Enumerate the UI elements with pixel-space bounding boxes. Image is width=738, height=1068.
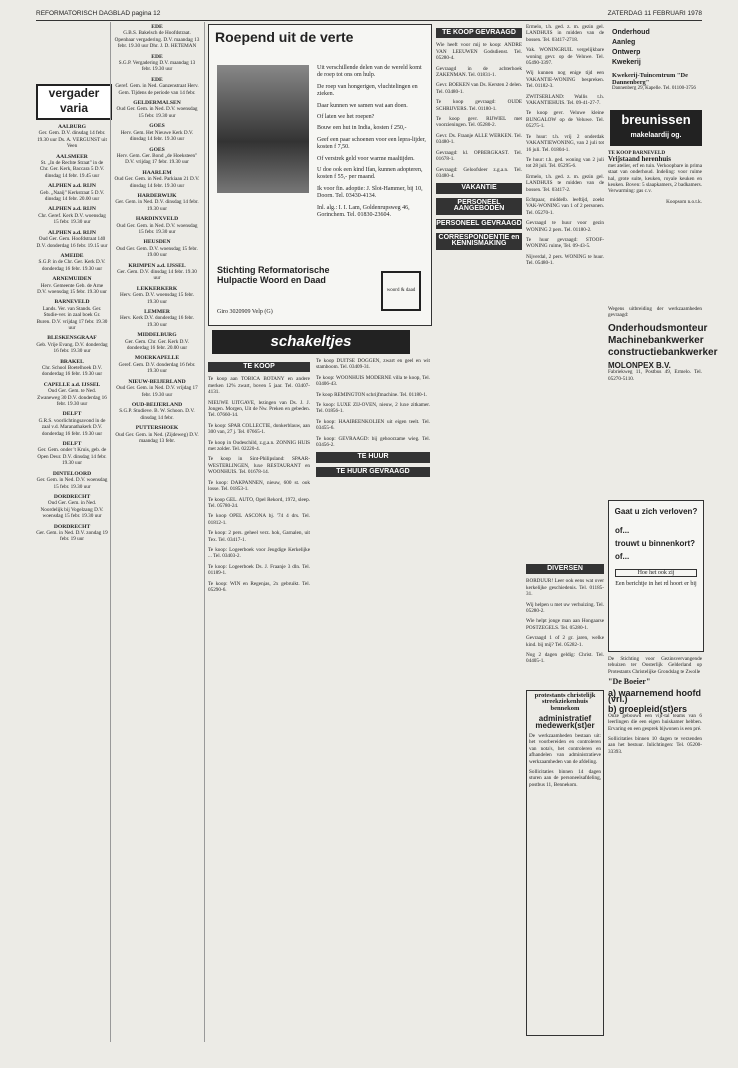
meeting-city: HAARLEM <box>142 169 172 176</box>
meeting-details: Chr. School Boetelhoek D.V. donderdag 16 febr. 19.30 uur <box>41 365 103 378</box>
meeting-notice <box>114 425 200 444</box>
meeting-notice <box>36 230 108 249</box>
classified-ad: Nijverdal, 2 pers. WONING te huur. Tel. 05480-1. <box>526 253 604 267</box>
classified-ad: Te koop aan TOBICA BOTANY en andere merken 12% zwart, boven 5 jaar. Tel. 03407-4131. <box>208 376 310 396</box>
meeting-details: Ger. Gem. in Ned. D.V. dinsdag 14 febr. 19.30 uur <box>115 199 199 212</box>
meeting-notice <box>114 332 200 351</box>
meeting-city: EDE <box>151 76 163 83</box>
meeting-city: AALBURG <box>58 124 86 130</box>
meeting-city: ARNEMUIDEN <box>52 276 92 283</box>
classified-ad: Te koop gevraagd: OUDE SCHRIJVERS. Tel. 01180-1. <box>436 99 522 112</box>
classified-ad: BORDUUR! Leer ook eens wat over kerkelijke geschiedenis. Tel. 01185-31. <box>526 578 604 598</box>
classified-ad: Te koop DUITSE DOGGEN, zwart en geel en wit stamboom. Tel. 03409-31. <box>316 358 430 371</box>
personeel-aangeboden-title: PERSONEEL AANGEBODEN <box>436 198 522 215</box>
meeting-details: Herv. Kerk D.V. donderdag 16 febr. 19.30 uur <box>119 315 195 328</box>
classified-ad: Te koop: 2 pers. geheel verz. hok, Garnalen, uit Tex. Tel. 03417-1. <box>208 530 310 543</box>
meeting-city: BARNEVELD <box>54 299 90 306</box>
meeting-city: GOES <box>149 123 165 130</box>
meeting-details: Herv. Gem. Het Nieuwe Kerk D.V. dinsdag 14 febr. 19.30 uur <box>120 129 194 143</box>
meeting-details: Chr. Geref. Kerk D.V. woensdag 15 febr. 19.30 uur <box>38 212 106 226</box>
meeting-notice <box>114 309 200 328</box>
bennekom-ad: protestants christelijk streekziekenhuis bennekom administratief medewerk(st)er De werkzaamheden bestaan uit: het voorbereiden en controleren van nota's, het controleren en afhandelen van administratieve werkzaamheden van de afdeling. Sollicitaties binnen 14 dagen sturen aan de personeelsafdeling, postbus 11, Bennekom. <box>526 690 604 1036</box>
classified-ad: Te huur gevraagd: STOOF-WONING ruime, Tel. 09-43-5. <box>526 236 604 250</box>
diversen-title: DIVERSEN <box>526 564 604 574</box>
meeting-notice <box>114 402 200 421</box>
service-item: Kwekerij <box>612 59 641 66</box>
classifieds-col-a <box>208 358 310 1038</box>
meetings-column-2 <box>114 24 200 1036</box>
meeting-details: Herv. Gemeente Geb. de Arne D.V. woensdag 15 febr. 19.30 uur <box>37 282 107 295</box>
meeting-city: AALSMEER <box>56 153 88 160</box>
meeting-details: S.G.P. Studieve. B. W. Schoon. D.V. dinsdag 14 febr. <box>119 408 195 421</box>
meeting-details: Herv. Gem. D.V. woensdag 15 febr. 19.30 uur <box>120 292 194 305</box>
tuincentrum-ad: Onderhoud Aanleg Ontwerp Kwekerij Kwekerij-Tuincentrum "De Dannenberg" Dannenberg 29, Kapelle. Tel. 01100-3756 <box>608 24 702 106</box>
meeting-details: St. „In de Rechte Straat" in de Chr. Ger. Kerk, Baccara 5 D.V. dinsdag 14 febr. 19.45 uur <box>39 160 105 179</box>
meeting-notice <box>36 494 108 520</box>
meeting-city: DORDRECHT <box>53 523 91 530</box>
barneveld-ad: TE KOOP BARNEVELD Vrijstaand herenhuis met atelier, erf en tuin. Verkoopbare in prima staat van onderhoud. Indeling: voor ruime hal, grote suite, keuken, royale keuken en keuken. Boven: 5 slaapkamers, 2 badkamers. Verwarming: gas c.v. Koopsom n.o.t.k. <box>608 150 702 205</box>
classified-ad: Te huur: t.h. vrij 2 onderdak VAKANTIEWONING, van 2 juli tot 16 juli. Tel. 01804-1. <box>526 133 604 153</box>
meeting-city: EDE <box>151 53 163 60</box>
meeting-details: S.G.P. Vergadering D.V. maandag 13 febr. 19.30 uur <box>118 60 196 73</box>
meeting-notice <box>36 411 108 437</box>
classified-ad: Gevraagd: kl. OPBERGKAST. Tel. 01678-1. <box>436 149 522 163</box>
meeting-details: Ger. Gem. in Ned. D.V. zondag 19 febr. 19 uur <box>36 529 108 543</box>
classified-ad: Te koop: SPAR COLLECTIE, donkerblauw, aan 300 van, 27 j. Tel. 07665-1. <box>208 422 310 436</box>
meeting-notice <box>114 379 200 398</box>
meeting-city: AMEIDE <box>60 252 84 259</box>
gaat-ad: Gaat u zich verloven? of... trouwt u binnenkort? of... Hoe het ook zij Een berichtje in het rd hoort er bij <box>608 500 704 652</box>
classified-ad: Gevr. Ds. Fraanje ALLE WERKEN. Tel. 03480-1. <box>436 132 522 146</box>
meeting-city: ALPHEN a.d. RIJN <box>48 183 96 190</box>
classified-ad: Wij helpen u met uw verhuizing. Tel. 05280-2. <box>526 601 604 615</box>
meeting-details: Oud Ger. Gem. in Ned. Parkiaan 21 D.V. dinsdag 14 febr. 19.30 uur <box>114 176 200 189</box>
meeting-details: Ger. Gem. D.V. dinsdag 14 febr. 19.30 uur <box>117 269 197 282</box>
classified-ad: Te huur: t.h. ged. woning van 2 juli tot 28 juli. Tel. 05295-6. <box>526 156 604 170</box>
classified-ad: Wij kunnen nog enige tijd een VAKANTIE-WONING bespreken. Tel. 01182-3. <box>526 70 604 90</box>
meeting-city: GOES <box>149 146 165 153</box>
roepend-footer-title: Stichting Reformatorische Hulpactie Woord en Daad <box>217 265 330 285</box>
classified-ad: Te koop: LUXE ZIJ-OVEN, nieuw, 2 luxe zitkamer. Tel. 01856-1. <box>316 402 430 415</box>
meeting-city: LEKKERKERK <box>136 285 178 292</box>
header-left: REFORMATORISCH DAGBLAD pagina 12 <box>36 10 161 17</box>
te-koop-title: TE KOOP <box>208 362 310 372</box>
te-huur-title: TE HUUR <box>316 452 430 462</box>
classified-ad: Vak. WONINGRUIL vergelijkbare woning gevr. op de Veluwe. Tel. 05490-3397. <box>526 47 604 67</box>
meeting-details: Oud Ger. Gem. in Ned. D.V. vrijdag 17 febr. 19.30 uur <box>116 385 198 398</box>
vakantie-title: VAKANTIE <box>436 183 522 193</box>
meeting-details: Oud Ger. Gem. D.V. woensdag 15 febr. 19.00 uur <box>116 245 198 259</box>
meetings-column-1 <box>36 124 108 1036</box>
roepend-ad <box>208 24 432 326</box>
classifieds-col-c <box>436 24 522 1038</box>
classified-ad: Te koop REMINGTON schrijfmachine. Tel. 01180-1. <box>316 391 428 398</box>
meeting-city: CAPELLE a.d. IJSSEL <box>43 381 101 388</box>
meeting-notice <box>114 193 200 212</box>
meeting-notice <box>36 299 108 331</box>
meeting-notice <box>36 206 108 225</box>
classified-ad: Echtpaar, middelb. leeftijd, zoekt VAK-WONING van 1 of 2 personen. Tel. 05270-1. <box>526 196 604 216</box>
meeting-details: Oud Ger. Gem. te Ned. Zwaneweg 30 D.V. donderdag 16 febr. 19.30 uur <box>37 388 107 408</box>
classified-ad: Te koop: GEVRAAGD: bij gehoorzame wieg. Tel. 03456-2. <box>316 435 430 449</box>
meeting-city: DELFT <box>62 441 82 448</box>
classified-ad: Te koop in Sint-Philipsland: SPAAR-WESTERLINGEN, luxe RESTAURANT en WOONHUIS. Tel. 01678-14. <box>208 456 310 476</box>
classified-ad: Te koop: HAAIBEENKOLIEN uit eigen teelt. Tel. 03455-6. <box>316 418 430 432</box>
meeting-details: Herv. Gem. Ger. Bond „de Hoeksteen" D.V. vrijdag 17 febr. 19.30 uur <box>116 152 198 166</box>
te-koop-gevraagd-title: TE KOOP GEVRAAGD <box>436 28 522 38</box>
meeting-notice <box>36 471 108 490</box>
classified-ad: Wie helpt jonge man aan Hongaarse POSTZEGELS. Tel. 05280-1. <box>526 618 604 631</box>
classified-ad: Te koop GEL. AUTO, Opel Rekord, 1972, sleep. Tel. 05780-24. <box>208 496 310 509</box>
meeting-city: KRIMPEN a.d. IJSSEL <box>128 262 186 269</box>
meeting-notice <box>114 170 200 189</box>
meeting-city: ALPHEN a.d. RIJN <box>48 229 96 236</box>
meeting-notice <box>36 276 108 295</box>
meeting-details: S.G.P. in de Chr. Ger. Kerk D.V. donderdag 16 febr. 19.30 uur <box>38 259 106 272</box>
meeting-notice <box>114 77 200 96</box>
classified-ad: Te koop gevr. Veluwe kleine BUNGALOW op de Veluwe. Tel. 05275-1. <box>526 110 604 130</box>
meeting-notice <box>114 355 200 374</box>
service-item: Ontwerp <box>612 49 641 56</box>
meeting-details: G.R.S. voorlichtingsavond in de zaal v.d. Maranathakerk D.V. donderdag 16 febr. 19.30 uur <box>38 417 106 437</box>
meeting-notice <box>36 441 108 467</box>
meeting-details: Oud Ger. Gem. Hoofdstraat 140 D.V. donderdag 16 febr. 19.15 uur <box>36 236 108 249</box>
classified-ad: Gevraagd: Geloofsleer z.g.a.n. Tel. 03480-4. <box>436 166 522 179</box>
classifieds-col-b <box>316 358 430 1038</box>
schakeltjes-banner: schakeltjes <box>212 330 410 354</box>
header-right: ZATERDAG 11 FEBRUARI 1978 <box>607 10 702 17</box>
boeier-ad: De Stichting voor Gezinsvervangende tehuizen ter Oosterlijk Gelderland op Protestants Christelijke Grondslag te Zwolle "De Boeier" a) waarnemend hoofd (vrl.) b) groepleid(st)ers Onze gebouwd een vijf-tal teams van 6 leerlingen die een eigen huiskamer hebben. Ervaring en een gesprek bijwonen is een pré. Sollicitaties binnen 10 dagen te verzenden aan het bestuur. Inlichtingen: Tel. 05200-33393. <box>608 656 702 755</box>
meeting-details: Geref. Gem. in Ned. Ganzenstraat Herv. Gem. Tijdens de periode van 14 febr. <box>115 83 199 96</box>
meeting-notice <box>114 239 200 258</box>
meeting-city: EDE <box>151 24 163 30</box>
meeting-notice <box>114 263 200 282</box>
meeting-city: BLESKENSGRAAF <box>47 335 97 342</box>
meeting-notice <box>114 54 200 73</box>
meeting-details: Lands. Ver. van Stands. Ger. Studie-ver. in zaal boek Gr. Buren. D.V. vrijdag 17 febr. 19.30 uur <box>36 305 108 331</box>
diversen-col <box>526 560 604 684</box>
classified-ad: Te koop: WOONHUIS MODERNE villa te koop, Tel. 03406-43. <box>316 374 430 388</box>
woord-daad-logo: woord & daad <box>381 271 421 311</box>
meeting-details: Ger. Gem. in Ned. D.V. woensdag 15 febr. 19.30 uur <box>36 477 108 490</box>
meeting-notice <box>114 24 200 50</box>
te-huur-gevraagd-title: TE HUUR GEVRAAGD <box>316 467 430 477</box>
correspondentie-title: CORRESPONDENTIE en KENNISMAKING <box>436 233 522 250</box>
meeting-city: OUD-BEIJERLAND <box>131 401 183 408</box>
meeting-notice <box>114 147 200 166</box>
meeting-notice <box>36 183 108 202</box>
meeting-notice <box>36 335 108 354</box>
meeting-city: HEUSDEN <box>143 239 171 246</box>
classified-ad: Te koop: Logeerboek Ds. J. Fraanje 3 dln. Tel. 01189-1. <box>208 563 310 577</box>
classified-ad: Gevr. BOEKEN van Ds. Kersten 2 delen. Tel. 03480-1. <box>436 82 523 95</box>
meeting-notice <box>36 124 108 150</box>
meeting-notice <box>36 253 108 272</box>
meeting-city: LEMMER <box>144 309 170 316</box>
meeting-details: Ger. Gem. D.V. dinsdag 14 febr. 19.30 uur Ds. A. VERGUNST uit Veen <box>37 130 107 150</box>
roepend-title: Roepend uit de verte <box>215 29 354 45</box>
classified-ad: Te koop: WIN en Regenjas, 2x gebruikt. Tel. 05290-6. <box>208 580 310 593</box>
classified-ad: NIEUWE UITGAVE, lezingen van Ds. J. J. Jongen. Morgen, Uit de Nw. Preken en gebeden. Tel. 07660-14. <box>208 399 310 419</box>
meeting-details: Oud Ger. Gem. in Ned. (Zijdeweg) D.V. maandag 13 febr. <box>115 431 199 444</box>
classified-ad: Gevraagd 1 of 2 gr. jaren, welke kind. bij mij? Tel. 05282-1. <box>526 635 604 648</box>
vergader-varia-logo: vergader varia <box>36 84 112 120</box>
page-header <box>36 10 702 21</box>
meeting-details: Oud Ger. Gem. in Ned. Noordelijk bij Vogelzang D.V. woensdag 15 febr. 19.30 uur <box>40 500 104 520</box>
meeting-notice <box>36 524 108 543</box>
meeting-notice <box>36 382 108 408</box>
classified-ad: Te koop: Logeerboek voor Jeugdige Kerkelijke ... Tel. 03403-2. <box>208 546 310 560</box>
breunissen-logo: breunissen makelaardij og. <box>610 110 702 146</box>
personeel-gevraagd-title: PERSONEEL GEVRAAGD <box>436 219 522 229</box>
meeting-city: PUTTERSHOEK <box>135 425 179 432</box>
meeting-city: DELFT <box>62 411 82 418</box>
meeting-city: BRAKEL <box>60 358 84 365</box>
service-item: Aanleg <box>612 39 636 46</box>
meeting-details: Oud Ger. Gem. in Ned. D.V. woensdag 15 febr. 19.30 uur <box>116 106 198 119</box>
meeting-city: DINTELOORD <box>52 470 92 477</box>
meeting-city: MIDDELBURG <box>137 332 177 339</box>
roepend-giro: Giro 3020909 Velp (G) <box>217 309 273 315</box>
meeting-city: MOERKAPELLE <box>134 355 180 362</box>
meeting-city: ALPHEN a.d. RIJN <box>48 206 96 213</box>
meeting-notice <box>114 216 200 235</box>
meeting-details: Oud Ger. Gem. in Ned. D.V. woensdag 15 febr. 19.30 uur <box>116 222 198 235</box>
classified-ad: Gevraagd te huur voor gezin WONING 2 pers. Tel. 01180-2. <box>526 220 604 233</box>
service-item: Onderhoud <box>612 29 650 36</box>
meeting-notice <box>114 100 200 119</box>
classified-ad: Te koop in Oudeschild, z.g.a.n. ZONNIG HUIS met zolder. Tel. 02220-4. <box>208 439 310 453</box>
meeting-notice <box>36 359 108 378</box>
classified-ad: ZWITSERLAND: Wallis t.h. VAKANTIEHUIS. Tel. 09-41-27-7. <box>526 93 604 107</box>
classified-ad: Te koop: DAKPANNEN, nieuw, 600 st. ook losse. Tel. 01853-1. <box>208 479 310 493</box>
meeting-notice <box>114 123 200 142</box>
meeting-city: HARDINXVELD <box>135 216 179 223</box>
meeting-city: GELDERMALSEN <box>133 100 181 107</box>
moti-ad: Wegens uitbreiding der werkzaamheden gevraagd: Onderhoudsmonteur Machinebankwerker constructiebankwerker MOLONPEX B.V. Fabriekweg 11, Postbus 49, Ermelo. Tel. 05270-5110. <box>608 306 718 382</box>
meeting-details: Geb. „Naaij" Kerkstraat 5 D.V. dinsdag 14 febr. 20.00 uur <box>39 189 105 203</box>
meeting-city: HARDERWIJK <box>137 192 177 199</box>
meeting-details: Ger. Gem. onder 't Kruis, geb. de Open Deur. D.V. dinsdag 14 febr. 19.30 uur <box>37 447 107 467</box>
meeting-notice <box>114 286 200 305</box>
classified-ad: Te koop OPEL ASCONA bj. '74 4 drs. Tel. 01812-1. <box>208 513 310 526</box>
meeting-notice <box>36 154 108 180</box>
classified-ad: Ermelo, t.h. ged. z. m. gezin gel. LANDHUIS te midden van de bossen. Tel. 03417-2. <box>526 173 604 193</box>
classified-ad: Wie heeft voor mij te koop: ANDRE VAN LEEUWEN Godsdienst. Tel. 05280-4. <box>436 42 522 62</box>
meeting-details: Ger. Gem. Chr. Ger. Kerk D.V. donderdag 16 febr. 20.00 uur <box>124 338 189 352</box>
meeting-details: Geb. Vrije Evang. D.V. donderdag 16 febr. 19.30 uur <box>36 341 108 355</box>
classified-ad: Gevraagd in de achterhoek ZAKENMAN. Tel. 01831-1. <box>436 65 522 79</box>
meeting-details: Geref. Gem. D.V. donderdag 16 febr. 19.30 uur <box>118 361 196 375</box>
flower-image <box>217 65 309 193</box>
meeting-city: NIEUW-BEIJERLAND <box>128 378 186 385</box>
meeting-details: G.B.S. Bakelsch de Hoofdstraat. Openbaar vergadering. D.V. maandag 13 febr. 19.30 uur Dhr. J. D. HETEMAN <box>114 30 200 50</box>
roepend-text: Uit verschillende delen van de wereld komt de roep tot ons om hulp. De roep van hongerigen, vluchtelingen en zieken. Daar kunnen we samen wat aan doen. Of laten we het roepen? Bouw een hut in India, kosten f 250,- Geef een paar schoenen voor een lepra-lijder, kosten f 7,50. Of verstrek geld voor warme maaltijden. U doe ook een kind Ifan, kunnen adopteren, kosten f 55,- per maand. Ik voor fin. adoptie: J. Slot-Hammer, bij 10, Doorn. Tel. 03430-4134. Inl. alg.: I. I. Lam, Goldenrupsweg 46, Gorinchem. Tel. 01830-23604. <box>317 65 426 219</box>
classified-ad: Nog 2 dagen geldig: Christ. Tel. 04405-1. <box>526 652 604 665</box>
classified-ad: Ermelo, t.h. ged. z. m. gezin gel. LANDHUIS in midden van de bossen. Tel. 03417-2718. <box>526 24 604 43</box>
meeting-city: DORDRECHT <box>53 493 91 500</box>
classified-ad: Te koop gevr. RIJWIEL met voorzieningen. Tel. 05280-2. <box>436 116 522 129</box>
